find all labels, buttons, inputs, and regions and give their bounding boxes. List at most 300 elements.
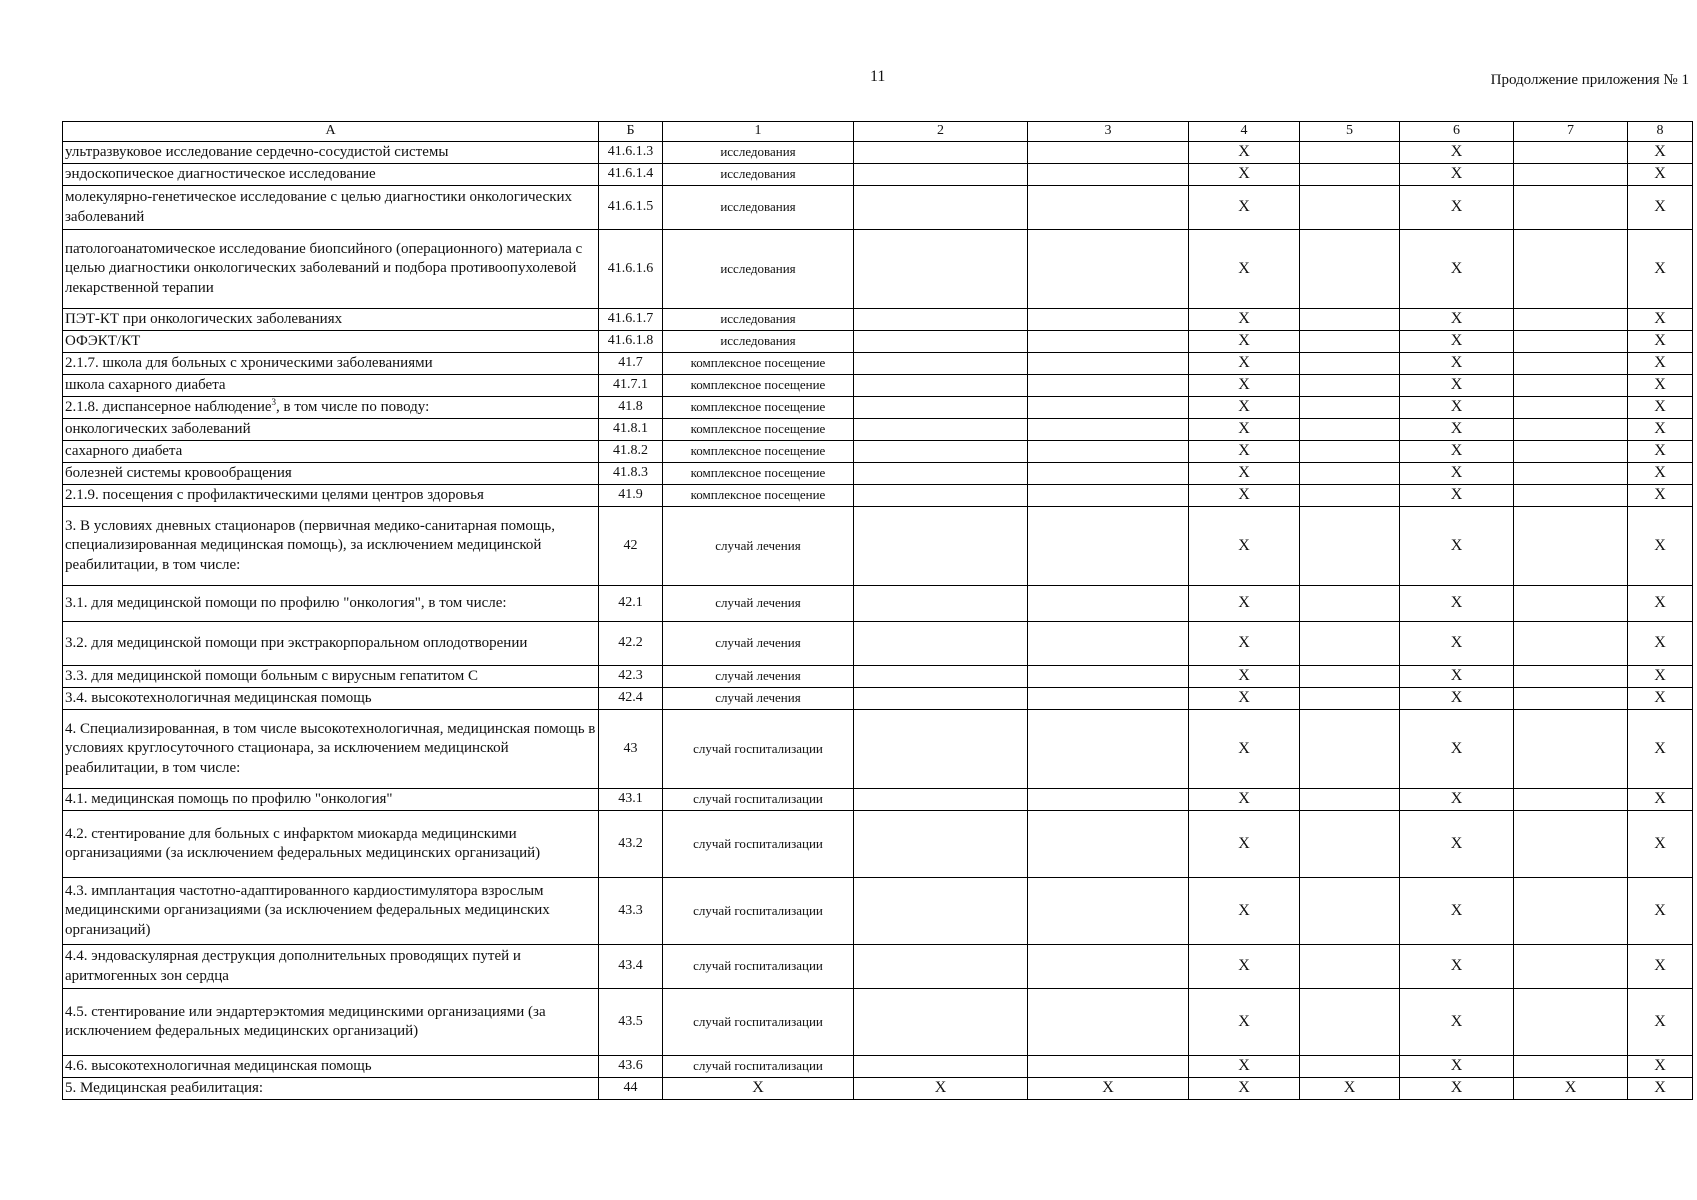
- cell-col-5: [1300, 507, 1400, 586]
- cell-col-4: X: [1189, 397, 1300, 419]
- cell-col-8: X: [1628, 507, 1693, 586]
- row-code: 43.3: [599, 878, 663, 945]
- cell-col-8: X: [1628, 666, 1693, 688]
- row-label: 4.4. эндоваскулярная деструкция дополнительных проводящих путей и аритмогенных зон сердца: [63, 945, 599, 989]
- cell-col-4: X: [1189, 945, 1300, 989]
- cell-col-4: X: [1189, 710, 1300, 789]
- cell-col-4: X: [1189, 586, 1300, 622]
- cell-col-4: X: [1189, 878, 1300, 945]
- cell-col-6: X: [1400, 353, 1514, 375]
- cell-col-5: [1300, 353, 1400, 375]
- column-header: 8: [1628, 122, 1693, 142]
- cell-col-4: X: [1189, 666, 1300, 688]
- cell-col-5: [1300, 945, 1400, 989]
- cell-col-6: X: [1400, 230, 1514, 309]
- cell-col-2: [854, 945, 1028, 989]
- column-header: 7: [1514, 122, 1628, 142]
- cell-col-2: [854, 419, 1028, 441]
- row-unit: комплексное посещение: [663, 397, 854, 419]
- cell-col-2: [854, 666, 1028, 688]
- cell-col-6: X: [1400, 989, 1514, 1056]
- row-label: сахарного диабета: [63, 441, 599, 463]
- cell-col-3: [1028, 945, 1189, 989]
- row-label: 4.6. высокотехнологичная медицинская помощь: [63, 1056, 599, 1078]
- row-unit: случай лечения: [663, 688, 854, 710]
- cell-col-5: [1300, 164, 1400, 186]
- data-table: [62, 121, 1693, 1100]
- row-unit: случай госпитализации: [663, 945, 854, 989]
- cell-col-5: [1300, 1056, 1400, 1078]
- row-unit: комплексное посещение: [663, 485, 854, 507]
- row-code: 41.9: [599, 485, 663, 507]
- cell-col-6: X: [1400, 688, 1514, 710]
- row-code: 42.2: [599, 622, 663, 666]
- cell-col-4: X: [1189, 142, 1300, 164]
- row-unit: комплексное посещение: [663, 353, 854, 375]
- cell-col-8: X: [1628, 331, 1693, 353]
- footnote-mark: 3: [271, 397, 277, 408]
- table-row: [63, 1078, 1693, 1100]
- cell-col-7: [1514, 397, 1628, 419]
- row-code: 41.6.1.8: [599, 331, 663, 353]
- cell-col-8: X: [1628, 186, 1693, 230]
- row-label: 5. Медицинская реабилитация:: [63, 1078, 599, 1100]
- cell-col-7: X: [1514, 1078, 1628, 1100]
- cell-col-2: [854, 710, 1028, 789]
- cell-col-7: [1514, 230, 1628, 309]
- cell-col-6: X: [1400, 789, 1514, 811]
- cell-col-6: X: [1400, 811, 1514, 878]
- column-header: 3: [1028, 122, 1189, 142]
- row-unit: комплексное посещение: [663, 463, 854, 485]
- cell-col-3: [1028, 878, 1189, 945]
- row-unit: исследования: [663, 142, 854, 164]
- cell-col-3: [1028, 397, 1189, 419]
- table-row: [63, 789, 1693, 811]
- row-code: 41.8.3: [599, 463, 663, 485]
- row-code: 41.8.1: [599, 419, 663, 441]
- table-row: [63, 331, 1693, 353]
- table-row: [63, 164, 1693, 186]
- cell-col-5: X: [1300, 1078, 1400, 1100]
- row-label: 3.3. для медицинской помощи больным с вирусным гепатитом С: [63, 666, 599, 688]
- cell-col-2: [854, 507, 1028, 586]
- cell-col-8: X: [1628, 945, 1693, 989]
- cell-col-2: [854, 309, 1028, 331]
- cell-col-7: [1514, 309, 1628, 331]
- data-table-container: [62, 121, 1692, 1100]
- cell-col-3: [1028, 710, 1189, 789]
- cell-col-4: X: [1189, 441, 1300, 463]
- row-unit: исследования: [663, 164, 854, 186]
- table-row: [63, 309, 1693, 331]
- cell-col-8: X: [1628, 309, 1693, 331]
- row-code: 43.4: [599, 945, 663, 989]
- cell-col-7: [1514, 989, 1628, 1056]
- row-unit: случай лечения: [663, 507, 854, 586]
- cell-col-8: X: [1628, 688, 1693, 710]
- table-row: [63, 710, 1693, 789]
- cell-col-3: [1028, 989, 1189, 1056]
- row-code: 43: [599, 710, 663, 789]
- table-row: [63, 397, 1693, 419]
- cell-col-4: X: [1189, 230, 1300, 309]
- cell-col-6: X: [1400, 331, 1514, 353]
- row-label: эндоскопическое диагностическое исследование: [63, 164, 599, 186]
- cell-col-6: X: [1400, 1056, 1514, 1078]
- row-label: 4.1. медицинская помощь по профилю "онкология": [63, 789, 599, 811]
- column-header: 2: [854, 122, 1028, 142]
- cell-col-6: X: [1400, 419, 1514, 441]
- cell-col-2: [854, 622, 1028, 666]
- row-code: 41.6.1.7: [599, 309, 663, 331]
- table-row: [63, 463, 1693, 485]
- cell-col-5: [1300, 710, 1400, 789]
- cell-col-3: [1028, 331, 1189, 353]
- cell-col-8: X: [1628, 419, 1693, 441]
- cell-col-8: X: [1628, 441, 1693, 463]
- cell-col-6: X: [1400, 666, 1514, 688]
- cell-col-7: [1514, 586, 1628, 622]
- table-row: [63, 353, 1693, 375]
- cell-col-6: X: [1400, 397, 1514, 419]
- row-label: 3. В условиях дневных стационаров (первичная медико-санитарная помощь, специализированная медицинская помощь), за исключением медицинской реабилитации, в том числе:: [63, 507, 599, 586]
- cell-col-5: [1300, 463, 1400, 485]
- table-row: [63, 688, 1693, 710]
- cell-col-8: X: [1628, 789, 1693, 811]
- cell-col-6: X: [1400, 1078, 1514, 1100]
- row-label-tail: , в том числе по поводу:: [276, 399, 430, 416]
- row-label: школа сахарного диабета: [63, 375, 599, 397]
- cell-col-3: [1028, 375, 1189, 397]
- row-label: [63, 397, 599, 419]
- cell-col-2: [854, 441, 1028, 463]
- cell-col-7: [1514, 789, 1628, 811]
- cell-col-5: [1300, 666, 1400, 688]
- table-row: [63, 586, 1693, 622]
- row-code: 41.6.1.3: [599, 142, 663, 164]
- row-code: 43.6: [599, 1056, 663, 1078]
- row-label: 2.1.9. посещения с профилактическими целями центров здоровья: [63, 485, 599, 507]
- cell-col-8: X: [1628, 811, 1693, 878]
- cell-col-3: [1028, 441, 1189, 463]
- row-label: онкологических заболеваний: [63, 419, 599, 441]
- cell-col-5: [1300, 419, 1400, 441]
- row-unit: случай госпитализации: [663, 811, 854, 878]
- row-code: 41.7: [599, 353, 663, 375]
- cell-col-7: [1514, 811, 1628, 878]
- row-label: 3.2. для медицинской помощи при экстракорпоральном оплодотворении: [63, 622, 599, 666]
- cell-col-2: [854, 375, 1028, 397]
- cell-col-8: X: [1628, 1078, 1693, 1100]
- cell-col-5: [1300, 397, 1400, 419]
- cell-col-4: X: [1189, 463, 1300, 485]
- row-label: 4. Специализированная, в том числе высокотехнологичная, медицинская помощь в условиях круглосуточного стационара, за исключением медицинской реабилитации, в том числе:: [63, 710, 599, 789]
- cell-col-3: [1028, 586, 1189, 622]
- cell-col-2: [854, 586, 1028, 622]
- cell-col-3: X: [1028, 1078, 1189, 1100]
- table-row: [63, 419, 1693, 441]
- cell-col-4: X: [1189, 989, 1300, 1056]
- cell-col-6: X: [1400, 622, 1514, 666]
- row-unit: случай лечения: [663, 622, 854, 666]
- cell-col-6: X: [1400, 375, 1514, 397]
- cell-col-5: [1300, 309, 1400, 331]
- cell-col-6: X: [1400, 945, 1514, 989]
- cell-col-7: [1514, 375, 1628, 397]
- cell-col-6: X: [1400, 463, 1514, 485]
- cell-col-2: [854, 463, 1028, 485]
- cell-col-4: X: [1189, 811, 1300, 878]
- cell-col-2: [854, 397, 1028, 419]
- cell-col-6: X: [1400, 507, 1514, 586]
- cell-col-4: X: [1189, 1056, 1300, 1078]
- row-unit: исследования: [663, 309, 854, 331]
- cell-col-7: [1514, 485, 1628, 507]
- cell-col-3: [1028, 419, 1189, 441]
- table-row: [63, 945, 1693, 989]
- row-label: 4.2. стентирование для больных с инфарктом миокарда медицинскими организациями (за исключением федеральных медицинских организаций): [63, 811, 599, 878]
- cell-col-7: [1514, 164, 1628, 186]
- table-row: [63, 989, 1693, 1056]
- column-header: Б: [599, 122, 663, 142]
- cell-col-3: [1028, 353, 1189, 375]
- cell-col-7: [1514, 710, 1628, 789]
- cell-col-5: [1300, 688, 1400, 710]
- table-row: [63, 811, 1693, 878]
- row-unit: X: [663, 1078, 854, 1100]
- table-row: [63, 622, 1693, 666]
- table-row: [63, 507, 1693, 586]
- row-label: 4.3. имплантация частотно-адаптированного кардиостимулятора взрослым медицинскими организациями (за исключением федеральных медицинских организаций): [63, 878, 599, 945]
- row-label: болезней системы кровообращения: [63, 463, 599, 485]
- table-row: [63, 230, 1693, 309]
- row-unit: случай госпитализации: [663, 710, 854, 789]
- row-label: 3.1. для медицинской помощи по профилю "онкология", в том числе:: [63, 586, 599, 622]
- row-code: 43.2: [599, 811, 663, 878]
- cell-col-4: X: [1189, 186, 1300, 230]
- cell-col-4: X: [1189, 419, 1300, 441]
- cell-col-8: X: [1628, 485, 1693, 507]
- cell-col-7: [1514, 945, 1628, 989]
- row-label: ПЭТ-КТ при онкологических заболеваниях: [63, 309, 599, 331]
- cell-col-7: [1514, 666, 1628, 688]
- cell-col-8: X: [1628, 397, 1693, 419]
- row-unit: случай лечения: [663, 666, 854, 688]
- cell-col-4: X: [1189, 375, 1300, 397]
- cell-col-5: [1300, 375, 1400, 397]
- cell-col-8: X: [1628, 463, 1693, 485]
- cell-col-3: [1028, 463, 1189, 485]
- cell-col-7: [1514, 419, 1628, 441]
- cell-col-5: [1300, 586, 1400, 622]
- cell-col-8: X: [1628, 164, 1693, 186]
- cell-col-3: [1028, 164, 1189, 186]
- row-code: 43.5: [599, 989, 663, 1056]
- cell-col-2: [854, 688, 1028, 710]
- cell-col-7: [1514, 507, 1628, 586]
- cell-col-2: [854, 186, 1028, 230]
- row-code: 42.4: [599, 688, 663, 710]
- table-row: [63, 186, 1693, 230]
- cell-col-3: [1028, 230, 1189, 309]
- cell-col-8: X: [1628, 353, 1693, 375]
- row-code: 41.6.1.6: [599, 230, 663, 309]
- table-row: [63, 441, 1693, 463]
- cell-col-6: X: [1400, 309, 1514, 331]
- header-row: [63, 122, 1693, 142]
- row-unit: исследования: [663, 331, 854, 353]
- cell-col-5: [1300, 485, 1400, 507]
- row-code: 42.3: [599, 666, 663, 688]
- cell-col-5: [1300, 878, 1400, 945]
- row-code: 41.8: [599, 397, 663, 419]
- row-label: 2.1.7. школа для больных с хроническими заболеваниями: [63, 353, 599, 375]
- row-unit: случай госпитализации: [663, 1056, 854, 1078]
- cell-col-4: X: [1189, 688, 1300, 710]
- cell-col-2: [854, 878, 1028, 945]
- column-header: 1: [663, 122, 854, 142]
- row-label: патологоанатомическое исследование биопсийного (операционного) материала с целью диагностики онкологических заболеваний и подбора противоопухолевой лекарственной терапии: [63, 230, 599, 309]
- column-header: 5: [1300, 122, 1400, 142]
- cell-col-7: [1514, 331, 1628, 353]
- cell-col-3: [1028, 142, 1189, 164]
- cell-col-7: [1514, 878, 1628, 945]
- cell-col-2: [854, 485, 1028, 507]
- cell-col-2: [854, 142, 1028, 164]
- table-row: [63, 1056, 1693, 1078]
- cell-col-2: [854, 230, 1028, 309]
- row-code: 41.7.1: [599, 375, 663, 397]
- cell-col-6: X: [1400, 878, 1514, 945]
- cell-col-6: X: [1400, 142, 1514, 164]
- row-code: 44: [599, 1078, 663, 1100]
- cell-col-8: X: [1628, 586, 1693, 622]
- cell-col-5: [1300, 789, 1400, 811]
- cell-col-4: X: [1189, 507, 1300, 586]
- cell-col-6: X: [1400, 586, 1514, 622]
- row-code: 41.6.1.4: [599, 164, 663, 186]
- row-label: молекулярно-генетическое исследование с целью диагностики онкологических заболеваний: [63, 186, 599, 230]
- cell-col-8: X: [1628, 622, 1693, 666]
- cell-col-3: [1028, 485, 1189, 507]
- cell-col-5: [1300, 230, 1400, 309]
- cell-col-7: [1514, 622, 1628, 666]
- cell-col-4: X: [1189, 353, 1300, 375]
- row-label: ультразвуковое исследование сердечно-сосудистой системы: [63, 142, 599, 164]
- row-unit: исследования: [663, 230, 854, 309]
- cell-col-4: X: [1189, 1078, 1300, 1100]
- cell-col-2: [854, 811, 1028, 878]
- cell-col-5: [1300, 622, 1400, 666]
- cell-col-8: X: [1628, 710, 1693, 789]
- cell-col-8: X: [1628, 375, 1693, 397]
- cell-col-3: [1028, 622, 1189, 666]
- cell-col-7: [1514, 1056, 1628, 1078]
- table-row: [63, 485, 1693, 507]
- continuation-note: Продолжение приложения № 1: [1490, 72, 1689, 88]
- row-unit: случай лечения: [663, 586, 854, 622]
- cell-col-3: [1028, 309, 1189, 331]
- row-code: 42: [599, 507, 663, 586]
- cell-col-3: [1028, 186, 1189, 230]
- row-unit: комплексное посещение: [663, 441, 854, 463]
- table-row: [63, 666, 1693, 688]
- row-unit: комплексное посещение: [663, 419, 854, 441]
- cell-col-2: [854, 164, 1028, 186]
- cell-col-2: [854, 789, 1028, 811]
- row-unit: случай госпитализации: [663, 989, 854, 1056]
- column-header: 6: [1400, 122, 1514, 142]
- cell-col-6: X: [1400, 186, 1514, 230]
- cell-col-2: [854, 989, 1028, 1056]
- cell-col-2: [854, 1056, 1028, 1078]
- cell-col-7: [1514, 688, 1628, 710]
- table-row: [63, 878, 1693, 945]
- cell-col-4: X: [1189, 789, 1300, 811]
- row-unit: случай госпитализации: [663, 789, 854, 811]
- cell-col-2: [854, 331, 1028, 353]
- cell-col-4: X: [1189, 331, 1300, 353]
- row-label: ОФЭКТ/КТ: [63, 331, 599, 353]
- cell-col-5: [1300, 989, 1400, 1056]
- row-unit: комплексное посещение: [663, 375, 854, 397]
- cell-col-8: X: [1628, 878, 1693, 945]
- page-number: 11: [870, 68, 886, 85]
- cell-col-3: [1028, 666, 1189, 688]
- column-header: 4: [1189, 122, 1300, 142]
- cell-col-2: X: [854, 1078, 1028, 1100]
- cell-col-8: X: [1628, 1056, 1693, 1078]
- cell-col-5: [1300, 811, 1400, 878]
- cell-col-6: X: [1400, 164, 1514, 186]
- cell-col-6: X: [1400, 485, 1514, 507]
- cell-col-7: [1514, 441, 1628, 463]
- cell-col-3: [1028, 789, 1189, 811]
- row-code: 41.6.1.5: [599, 186, 663, 230]
- row-unit: исследования: [663, 186, 854, 230]
- row-unit: случай госпитализации: [663, 878, 854, 945]
- cell-col-6: X: [1400, 441, 1514, 463]
- cell-col-3: [1028, 1056, 1189, 1078]
- cell-col-8: X: [1628, 230, 1693, 309]
- cell-col-4: X: [1189, 485, 1300, 507]
- row-code: 41.8.2: [599, 441, 663, 463]
- column-header: А: [63, 122, 599, 142]
- cell-col-5: [1300, 186, 1400, 230]
- row-code: 42.1: [599, 586, 663, 622]
- row-label-text: 2.1.8. диспансерное наблюдение: [65, 399, 272, 416]
- cell-col-4: X: [1189, 622, 1300, 666]
- cell-col-3: [1028, 507, 1189, 586]
- row-label: 4.5. стентирование или эндартерэктомия медицинскими организациями (за исключением федеральных медицинских организаций): [63, 989, 599, 1056]
- cell-col-2: [854, 353, 1028, 375]
- cell-col-7: [1514, 463, 1628, 485]
- cell-col-3: [1028, 811, 1189, 878]
- cell-col-8: X: [1628, 989, 1693, 1056]
- cell-col-7: [1514, 142, 1628, 164]
- cell-col-5: [1300, 142, 1400, 164]
- cell-col-5: [1300, 441, 1400, 463]
- cell-col-4: X: [1189, 309, 1300, 331]
- cell-col-3: [1028, 688, 1189, 710]
- row-code: 43.1: [599, 789, 663, 811]
- row-label: 3.4. высокотехнологичная медицинская помощь: [63, 688, 599, 710]
- cell-col-6: X: [1400, 710, 1514, 789]
- table-row: [63, 142, 1693, 164]
- cell-col-8: X: [1628, 142, 1693, 164]
- cell-col-5: [1300, 331, 1400, 353]
